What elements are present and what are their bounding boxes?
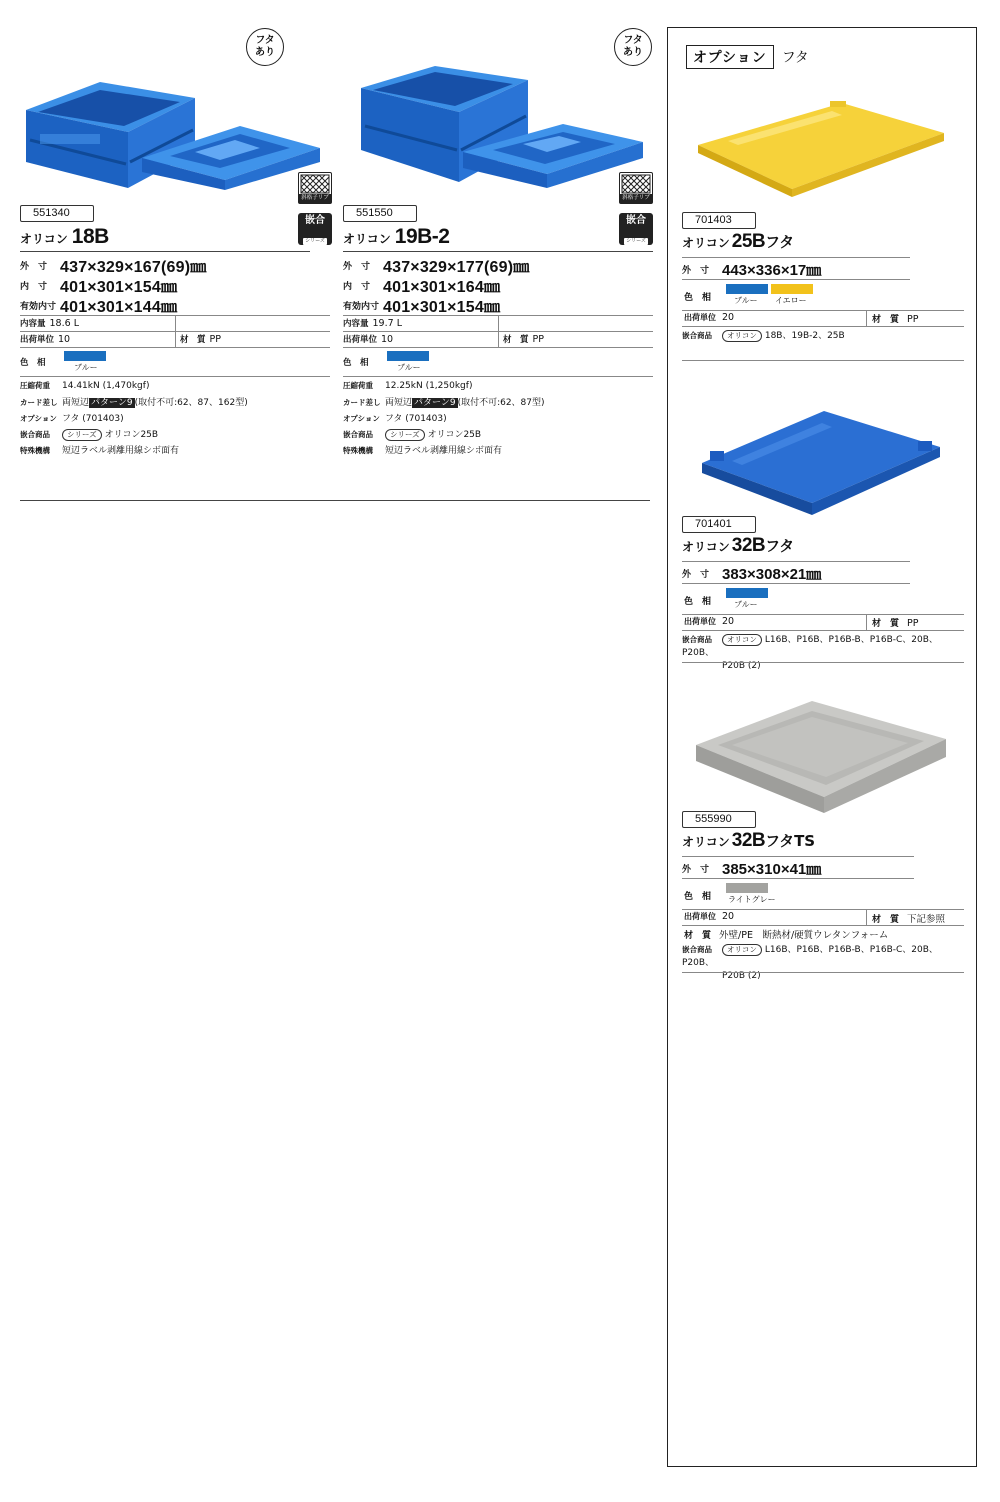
lid-code: 555990 [682,811,756,828]
divider [682,662,964,663]
option-header: オプション フタ [686,45,809,69]
lid-material: 材 質 PP [872,314,919,325]
divider [682,972,964,973]
color-name: ブルー [74,363,98,372]
lid-code: 701403 [682,212,756,229]
lid-included-badge: フタ あり [614,28,652,66]
color-swatch-blue [726,588,768,598]
lid-card-32b-ts [682,683,964,983]
shipping-unit: 出荷単位 10 [343,334,394,345]
color-label: 色 相 [343,358,369,368]
lid-compatible-products: 嵌合商品 オリコン L16B、P16B、P16B-B、P16B-C、20B、P20B、 P20B (2) [682,945,938,981]
lid-code: 701401 [682,516,756,533]
product-card-19b-2 [343,20,653,490]
lid-compatible-products: 嵌合商品 オリコン 18B、19B-2、25B [682,331,845,341]
lid-shipping-unit: 出荷単位 20 [684,312,735,323]
nest-series-icon: 嵌合 シリーズ 25B [298,213,332,245]
outer-dimensions: 外 寸 437×329×177(69)㎜ [343,259,530,276]
divider [682,279,910,280]
section-divider [20,500,650,501]
divider [20,347,330,348]
color-name: ブルー [734,296,758,305]
product-name: オリコン 19B-2 [343,225,450,248]
lid-photo-32b [692,401,952,517]
nesting-products: 嵌合商品 シリーズ オリコン25B [20,430,159,440]
lid-material: 材 質 PP [872,618,919,629]
lid-name: オリコン 32BフタTS [682,830,816,851]
divider [866,909,867,925]
divider [682,925,964,926]
lid-compatible-products: 嵌合商品 オリコン L16B、P16B、P16B-B、P16B-C、20B、P20B、 P20B (2) [682,635,938,671]
product-photo-18b [20,40,320,190]
lid-photo-32b-ts [692,693,952,813]
compression-load: 圧縮荷重 12.25kN (1,250kgf) [343,381,473,391]
effective-inner-dimensions: 有効内寸 401×301×154㎜ [343,299,501,316]
divider [175,315,176,347]
color-name: ブルー [397,363,421,372]
lid-color-label: 色 相 [684,597,712,607]
divider [20,251,310,252]
color-label: 色 相 [20,358,46,368]
lid-shipping-unit: 出荷単位 20 [684,616,735,627]
divider [20,376,330,377]
product-photo-19b-2 [343,40,643,190]
lid-outer-dimensions: 外 寸 383×308×21㎜ [682,566,822,583]
color-swatch-yellow [771,284,813,294]
divider [343,347,653,348]
product-name: オリコン 18B [20,225,109,248]
product-code: 551340 [20,205,94,222]
divider [682,878,914,879]
divider [682,257,910,258]
color-name: イエロー [775,296,807,305]
effective-inner-dimensions: 有効内寸 401×301×144㎜ [20,299,178,316]
divider [682,856,914,857]
divider [343,251,653,252]
color-swatch-blue [726,284,768,294]
nest-series-icon: 嵌合 シリーズ 25B [619,213,653,245]
card-slot: カード差し 両短辺 パターン9 (取付不可:62、87型) [343,398,545,408]
lid-color-label: 色 相 [684,293,712,303]
lid-color-label: 色 相 [684,892,712,902]
lid-material-detail: 材 質 外壁/PE 断熱材/硬質ウレタンフォーム [684,930,889,941]
lid-card-25b [682,88,964,368]
lid-name: オリコン 32Bフタ [682,535,795,556]
diagonal-rib-icon: 斜格子リブ [619,172,653,204]
nesting-products: 嵌合商品 シリーズ オリコン25B [343,430,482,440]
color-swatch-blue [387,351,429,361]
product-code: 551550 [343,205,417,222]
lid-material: 材 質 下記参照 [872,914,946,925]
divider [682,630,964,631]
lid-card-32b [682,393,964,673]
divider [682,561,910,562]
divider [682,583,910,584]
compression-load: 圧縮荷重 14.41kN (1,470kgf) [20,381,150,391]
lid-outer-dimensions: 外 寸 443×336×17㎜ [682,262,822,279]
inner-dimensions: 内 寸 401×301×164㎜ [343,279,501,296]
lid-name: オリコン 25Bフタ [682,231,795,252]
color-swatch-blue [64,351,106,361]
card-slot: カード差し 両短辺 パターン9 (取付不可:62、87、162型) [20,398,248,408]
divider [866,614,867,630]
special-feature: 特殊機構 短辺ラベル剥離用線シボ面有 [343,446,503,456]
divider [682,326,964,327]
divider [682,310,964,311]
capacity: 内容量 19.7 L [343,318,402,329]
diagonal-rib-icon: 斜格子リブ [298,172,332,204]
divider [498,315,499,347]
option-lid-panel [667,27,977,1467]
lid-shipping-unit: 出荷単位 20 [684,911,735,922]
outer-dimensions: 外 寸 437×329×167(69)㎜ [20,259,207,276]
capacity: 内容量 18.6 L [20,318,79,329]
shipping-unit: 出荷単位 10 [20,334,71,345]
divider [682,360,964,361]
divider [682,614,964,615]
color-name: ブルー [734,600,758,609]
lid-included-badge: フタ あり [246,28,284,66]
inner-dimensions: 内 寸 401×301×154㎜ [20,279,178,296]
lid-outer-dimensions: 外 寸 385×310×41㎜ [682,861,822,878]
special-feature: 特殊機構 短辺ラベル剥離用線シボ面有 [20,446,180,456]
divider [682,909,964,910]
product-card-18b [20,20,330,490]
color-name: ライトグレー [728,895,776,904]
color-swatch-lightgray [726,883,768,893]
material: 材 質 PP [503,334,544,345]
divider [866,310,867,326]
lid-photo-25b [692,93,952,213]
option: オプション フタ (701403) [343,414,447,424]
material: 材 質 PP [180,334,221,345]
option: オプション フタ (701403) [20,414,124,424]
divider [343,376,653,377]
